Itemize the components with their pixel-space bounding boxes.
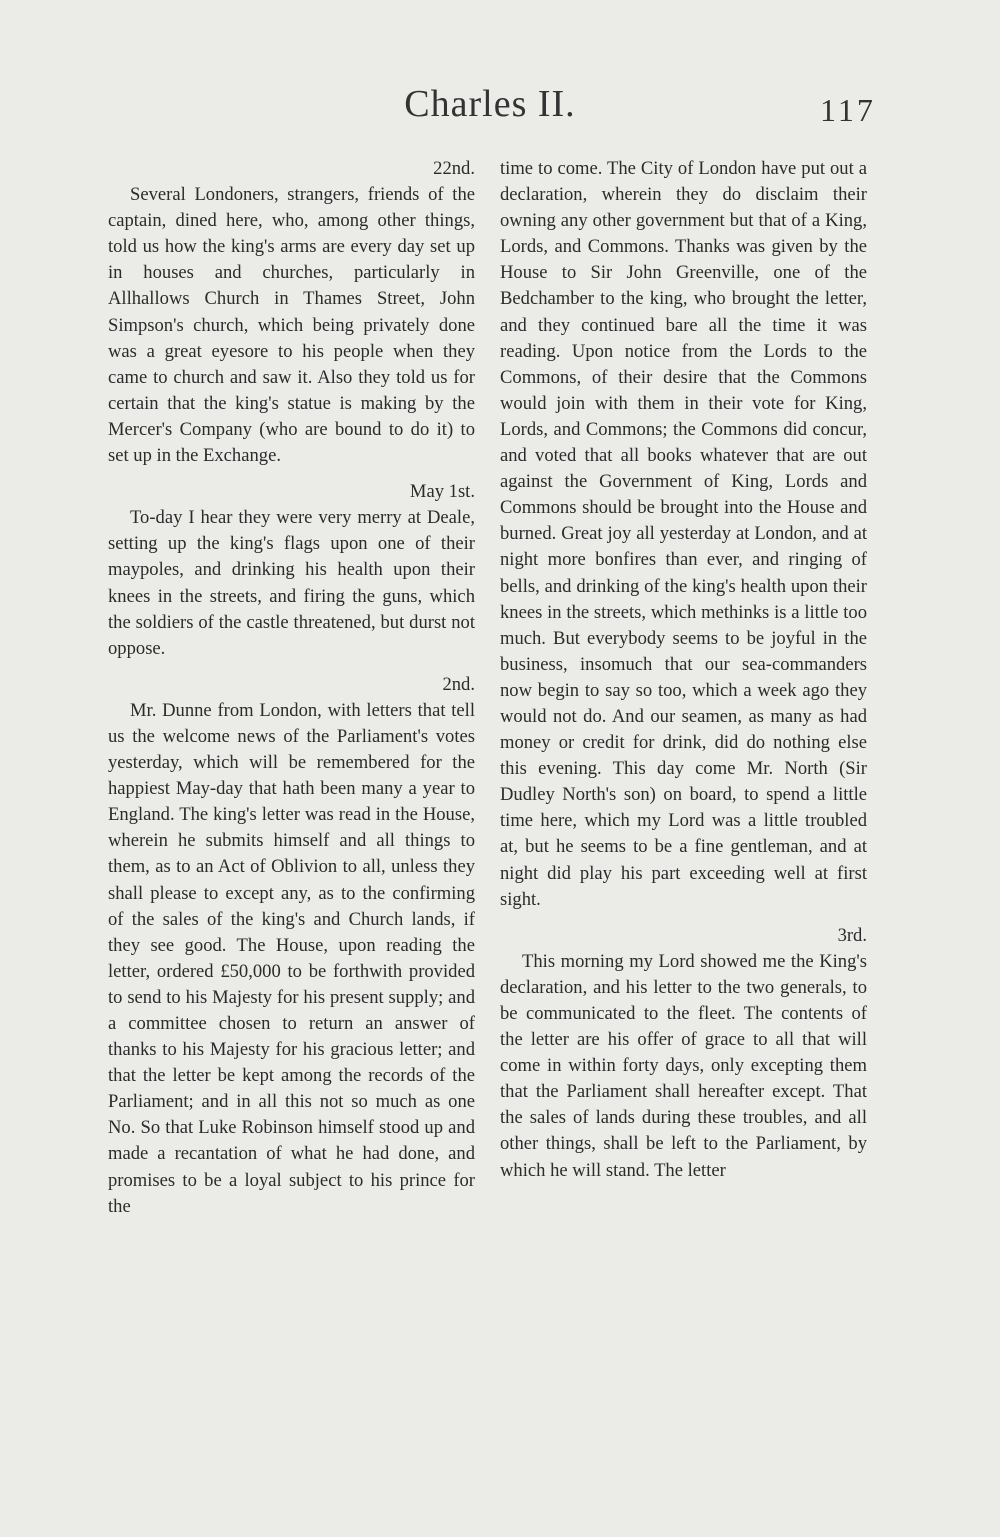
entry-paragraph: Mr. Dunne from London, with letters that tell us the welcome news of the Parliament's votes yesterday, which will be remembered for the happiest May-day that hath been many a year to England. The king's letter was read in the House, wherein he submits himself and all things to them, as to an Act of Oblivion to all, unless they shall please to except any, as to the confirming of the sales of the king's and Church lands, if they see good. The House, upon reading the letter, ordered £50,000 to be forthwith provided to send to his Majesty for his present supply; and a committee chosen to return an answer of thanks to his Majesty for his gracious letter; and that the letter be kept among the records of the Parliament; and in all this not so much as one No. So that Luke Robinson himself stood up and made a recantation of what he had done, and promises to be a loyal subject to his prince for the — [108, 699, 475, 1217]
spacer — [108, 662, 475, 672]
running-head-title: Charles II. — [404, 83, 576, 125]
entry-paragraph: Several Londoners, strangers, friends of the captain, dined here, who, among other things, told us how the king's arms are every day set up in houses and churches, particularly in Allhallows Church in Thames Street, John Simpson's church, which being privately done was a great eyesore to his people when they came to church and saw it. Also they told us for certain that the king's statue is making by the Mercer's Company (who are bound to do it) to set up in the Exchange. — [108, 184, 475, 467]
left-column — [108, 156, 475, 1220]
page-number: 117 — [820, 92, 876, 128]
entry-paragraph-continued: time to come. The City of London have put out a declaration, wherein they do disclaim their owning any other government but that of a King, Lords, and Commons. Thanks was given by the House to Sir John Greenville, one of the Bedchamber to the king, who brought the letter, and they continued bare all the time it was reading. Upon notice from the Lords to the Commons, of their desire that the Commons would join with them in their vote for King, Lords, and Commons; the Commons did concur, and voted that all books whatever that are out against the Government of King, Lords and Commons should be brought into the House and burned. Great joy all yesterday at London, and at night more bonfires than ever, and ringing of bells, and drinking of the king's health upon their knees in the streets, which methinks is a little too much. But everybody seems to be joyful in the business, insomuch that our sea-commanders now begin to say so too, which a week ago they would not do. And our seamen, as many as had money or credit for drink, did do nothing else this evening. This day come Mr. North (Sir Dudley North's son) on board, to spend a little time here, which my Lord was a little troubled at, but he seems to be a fine gentleman, and at night did play his part exceeding well at first sight. — [500, 158, 867, 910]
entry-date: 2nd. — [442, 673, 475, 695]
entry-paragraph: This morning my Lord showed me the King's declaration, and his letter to the two generals, to be communicated to the fleet. The contents of the letter are his offer of grace to all that will come in within forty days, only excepting them that the Parliament shall hereafter except. That the sales of lands during these troubles, and all other things, shall be left to the Parliament, by which he will stand. The letter — [500, 950, 867, 1181]
spacer — [108, 469, 475, 479]
entry-date: 3rd. — [837, 924, 867, 946]
right-column — [500, 156, 867, 1184]
entry-date: May 1st. — [409, 481, 475, 503]
entry-date: 22nd. — [433, 158, 475, 179]
entry-paragraph: To-day I hear they were very merry at Deale, setting up the king's flags upon one of their maypoles, and drinking his health upon their knees in the streets, and firing the guns, which the soldiers of the castle threatened, but durst not oppose. — [108, 507, 475, 659]
spacer — [500, 913, 867, 923]
